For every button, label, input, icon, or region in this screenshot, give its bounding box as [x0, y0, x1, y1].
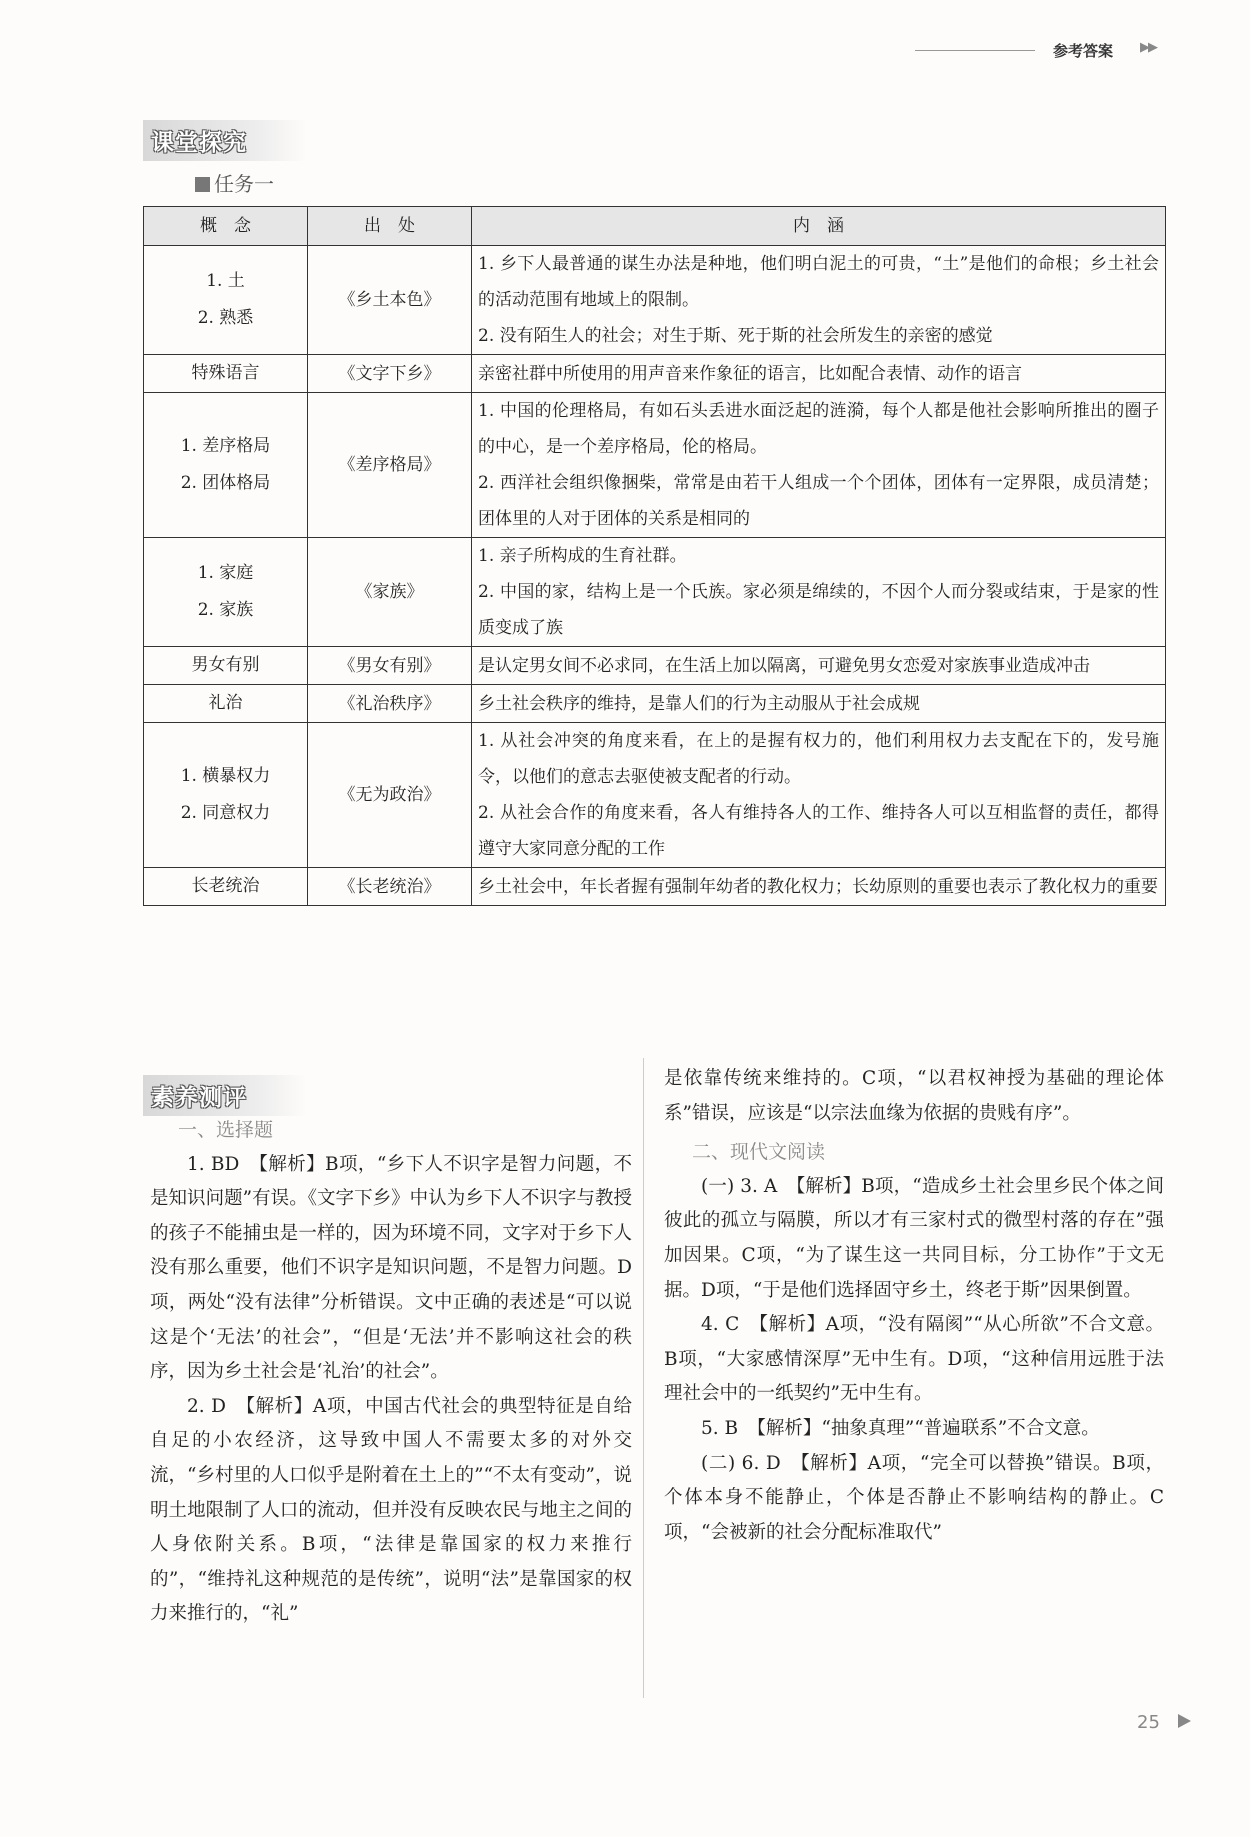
answer-2: 2. D 【解析】A项，中国古代社会的典型特征是自给自足的小农经济，这导致中国人不需要太多的对外交流，“乡村里的人口似乎是附着在土上的”“不太有变动”，说明土地限制了人口的流动，但并没有反映农民与地主之间的人身依附关系。B项，“法律是靠国家的权力来推行的”，“维持礼这种规范的是传统”，说明“法”是靠国家的权力来推行的，“礼” — [150, 1395, 632, 1625]
source-cell: 《无为政治》 — [308, 723, 472, 868]
source-cell: 《礼治秩序》 — [308, 685, 472, 723]
header-title: 参考答案 — [1053, 42, 1114, 60]
subhead-choice: 一、选择题 — [178, 1119, 274, 1141]
subhead-reading: 二、现代文阅读 — [692, 1141, 826, 1164]
source-cell: 《男女有别》 — [308, 647, 472, 685]
concept-item: 2. 团体格局 — [180, 473, 271, 493]
concept-cell — [144, 647, 308, 685]
header-concept: 概 念 — [144, 207, 308, 246]
source-cell: 《长老统治》 — [308, 868, 472, 906]
right-column — [664, 1062, 1164, 1550]
concept-item: 长老统治 — [191, 876, 260, 896]
source-cell: 《家族》 — [308, 538, 472, 647]
header-source: 出 处 — [308, 207, 472, 246]
answer-2-cont: 是依靠传统来维持的。C项，“以君权神授为基础的理论体系”错误，应该是“以宗法血缘为依据的贵贱有序”。 — [664, 1068, 1164, 1124]
section-title-assessment: 素养测评 — [143, 1075, 307, 1116]
concept-cell — [144, 393, 308, 538]
meaning-cell: 亲密社群中所使用的用声音来作象征的语言，比如配合表情、动作的语言 — [472, 355, 1166, 393]
answer-3: (一) 3. A 【解析】B项，“造成乡土社会里乡民个体之间彼此的孤立与隔膜，所以才有三家村式的微型村落的存在”强加因果。C项，“为了谋生这一共同目标，分工协作”于文无据。D项，“于是他们选择固守乡土，终老于斯”因果倒置。 — [664, 1175, 1164, 1301]
answer-5: 5. B 【解析】“抽象真理”“普遍联系”不合文意。 — [701, 1417, 1100, 1439]
left-column — [150, 1113, 632, 1632]
source-cell: 《差序格局》 — [308, 393, 472, 538]
meaning-cell: 1. 中国的伦理格局，有如石头丢进水面泛起的涟漪，每个人都是他社会影响所推出的圈子的中心，是一个差序格局，伦的格局。 2. 西洋社会组织像捆柴，常常是由若干人组成一个个团体，团体有一定界限，成员清楚；团体里的人对于团体的关系是相同的 — [472, 393, 1166, 538]
section-title-classroom: 课堂探究 — [143, 120, 307, 161]
answer-4: 4. C 【解析】A项，“没有隔阂”“从心所欲”不合文意。B项，“大家感情深厚”无中生有。D项，“这种信用远胜于法理社会中的一纸契约”无中生有。 — [664, 1314, 1164, 1405]
concept-item: 特殊语言 — [191, 363, 260, 383]
concept-item: 2. 熟悉 — [197, 308, 254, 328]
table-row — [144, 246, 1166, 355]
column-divider — [643, 1058, 644, 1698]
table-row — [144, 393, 1166, 538]
header-arrows-icon: ▶▶ — [1140, 40, 1156, 55]
meaning-cell: 是认定男女间不必求同，在生活上加以隔离，可避免男女恋爱对家族事业造成冲击 — [472, 647, 1166, 685]
concept-cell — [144, 723, 308, 868]
concept-item: 1. 差序格局 — [180, 436, 271, 456]
meaning-cell: 乡土社会中，年长者握有强制年幼者的教化权力；长幼原则的重要也表示了教化权力的重要 — [472, 868, 1166, 906]
meaning-cell: 1. 从社会冲突的角度来看，在上的是握有权力的，他们利用权力去支配在下的，发号施令，以他们的意志去驱使被支配者的行动。 2. 从社会合作的角度来看，各人有维持各人的工作、维持各人可以互相监督的责任，都得遵守大家同意分配的工作 — [472, 723, 1166, 868]
table-row — [144, 723, 1166, 868]
concept-cell — [144, 246, 308, 355]
concept-item: 礼治 — [208, 693, 243, 713]
page-number: 25 — [1137, 1712, 1160, 1733]
page-arrow-icon — [1178, 1714, 1191, 1728]
concept-cell — [144, 355, 308, 393]
meaning-cell: 乡土社会秩序的维持，是靠人们的行为主动服从于社会成规 — [472, 685, 1166, 723]
concept-item: 1. 土 — [206, 271, 245, 291]
concept-cell — [144, 685, 308, 723]
answer-1: 1. BD 【解析】B项，“乡下人不识字是智力问题，不是知识问题”有误。《文字下乡》中认为乡下人不识字与教授的孩子不能捕虫是一样的，因为环境不同，文字对于乡下人没有那么重要，他们不识字是知识问题，不是智力问题。D项，两处“没有法律”分析错误。文中正确的表述是“可以说这是个‘无法’的社会”，“但是‘无法’并不影响这社会的秩序，因为乡土社会是‘礼治’的社会”。 — [150, 1153, 632, 1383]
concept-item: 男女有别 — [191, 655, 260, 675]
source-cell: 《乡土本色》 — [308, 246, 472, 355]
table-row — [144, 868, 1166, 906]
concept-cell — [144, 538, 308, 647]
table-row — [144, 538, 1166, 647]
task-label — [195, 168, 274, 197]
header-meaning: 内 涵 — [472, 207, 1166, 246]
table-header-row — [144, 207, 1166, 246]
concept-item: 2. 同意权力 — [180, 803, 271, 823]
answer-6: (二) 6. D 【解析】A项，“完全可以替换”错误。B项，个体本身不能静止，个体是否静止不影响结构的静止。C项，“会被新的社会分配标准取代” — [664, 1452, 1164, 1543]
concept-table — [143, 206, 1166, 906]
square-bullet-icon — [195, 177, 210, 192]
table-row — [144, 647, 1166, 685]
header-rule — [915, 50, 1035, 51]
concept-item: 1. 家庭 — [197, 563, 254, 583]
table-row — [144, 685, 1166, 723]
meaning-cell: 1. 亲子所构成的生育社群。 2. 中国的家，结构上是一个氏族。家必须是绵续的，不因个人而分裂或结束，于是家的性质变成了族 — [472, 538, 1166, 647]
source-cell: 《文字下乡》 — [308, 355, 472, 393]
concept-item: 2. 家族 — [197, 600, 254, 620]
task-text: 任务一 — [214, 172, 274, 196]
meaning-cell: 1. 乡下人最普通的谋生办法是种地，他们明白泥土的可贵，“土”是他们的命根；乡土社会的活动范围有地域上的限制。 2. 没有陌生人的社会；对生于斯、死于斯的社会所发生的亲密的感觉 — [472, 246, 1166, 355]
concept-cell — [144, 868, 308, 906]
concept-item: 1. 横暴权力 — [180, 766, 271, 786]
table-row — [144, 355, 1166, 393]
